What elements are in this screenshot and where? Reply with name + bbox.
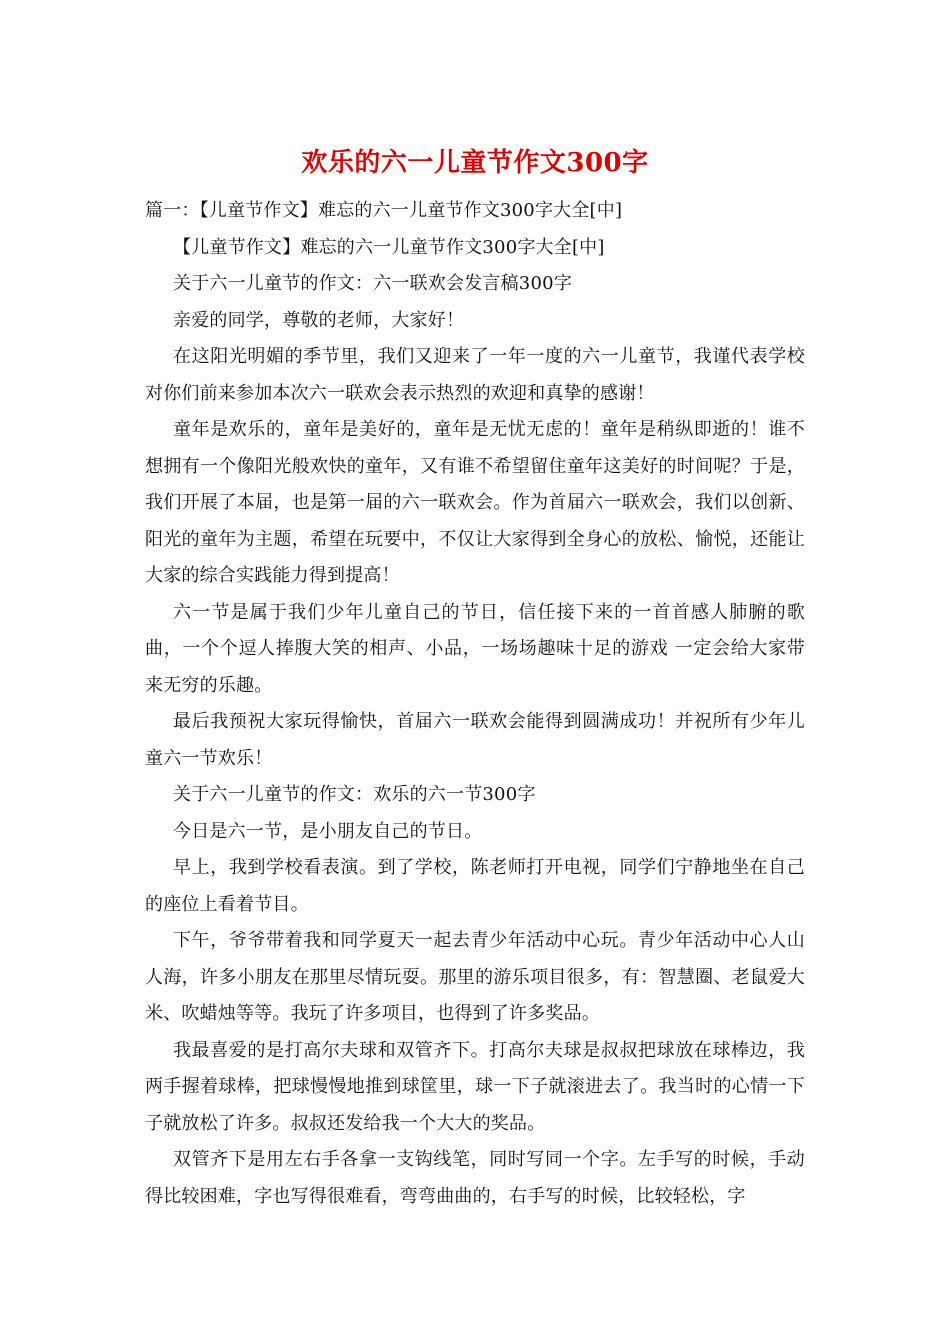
paragraph: 早上，我到学校看表演。到了学校，陈老师打开电视，同学们宁静地坐在自己的座位上看着节目。	[145, 857, 805, 915]
paragraph: 六一节是属于我们少年儿童自己的节日，信任接下来的一首首感人肺腑的歌曲，一个个逗人捧腹大笑的相声、小品，一场场趣味十足的游戏 一定会给大家带来无穷的乐趣。	[145, 601, 805, 696]
paragraph: 关于六一儿童节的作文：欢乐的六一节300字	[173, 784, 536, 805]
paragraph: 最后我预祝大家玩得愉快，首届六一联欢会能得到圆满成功！并祝所有少年儿童六一节欢乐！	[145, 711, 805, 769]
paragraph: 篇一：【儿童节作文】难忘的六一儿童节作文300字大全[中]	[145, 200, 623, 221]
paragraph: 双管齐下是用左右手各拿一支钩线笔，同时写同一个字。左手写的时候，手动得比较困难，字也写得很难看，弯弯曲曲的，右手写的时候，比较轻松，字	[145, 1149, 805, 1207]
paragraph: 童年是欢乐的，童年是美好的，童年是无忧无虑的！童年是稍纵即逝的！谁不想拥有一个像阳光般欢快的童年，又有谁不希望留住童年这美好的时间呢？于是，我们开展了本届，也是第一届的六一联欢会。作为首届六一联欢会，我们以创新、阳光的童年为主题，希望在玩要中，不仅让大家得到全身心的放松、愉悦，还能让大家的综合实践能力得到提高！	[145, 419, 805, 586]
paragraph: 【儿童节作文】难忘的六一儿童节作文300字大全[中]	[173, 236, 605, 258]
paragraph: 今日是六一节，是小朋友自己的节日。	[173, 820, 483, 842]
paragraph: 我最喜爱的是打高尔夫球和双管齐下。打高尔夫球是叔叔把球放在球棒边，我两手握着球棒，把球慢慢地推到球筐里，球一下子就滚进去了。我当时的心情一下子就放松了许多。叔叔还发给我一个大大的奖品。	[145, 1039, 805, 1134]
paragraph: 关于六一儿童节的作文：六一联欢会发言稿300字	[173, 273, 572, 294]
paragraph: 亲爱的同学，尊敬的老师，大家好！	[173, 309, 465, 331]
paragraph: 在这阳光明媚的季节里，我们又迎来了一年一度的六一儿童节，我谨代表学校对你们前来参加本次六一联欢会表示热烈的欢迎和真挚的感谢！	[145, 346, 805, 404]
paragraph: 下午，爷爷带着我和同学夏天一起去青少年活动中心玩。青少年活动中心人山人海，许多小朋友在那里尽情玩耍。那里的游乐项目很多，有：智慧圈、老鼠爱大米、吹蜡烛等等。我玩了许多项目，也得到了许多奖品。	[145, 930, 805, 1024]
document-body	[145, 145, 805, 1215]
document-title: 欢乐的六一儿童节作文300字	[301, 148, 649, 178]
